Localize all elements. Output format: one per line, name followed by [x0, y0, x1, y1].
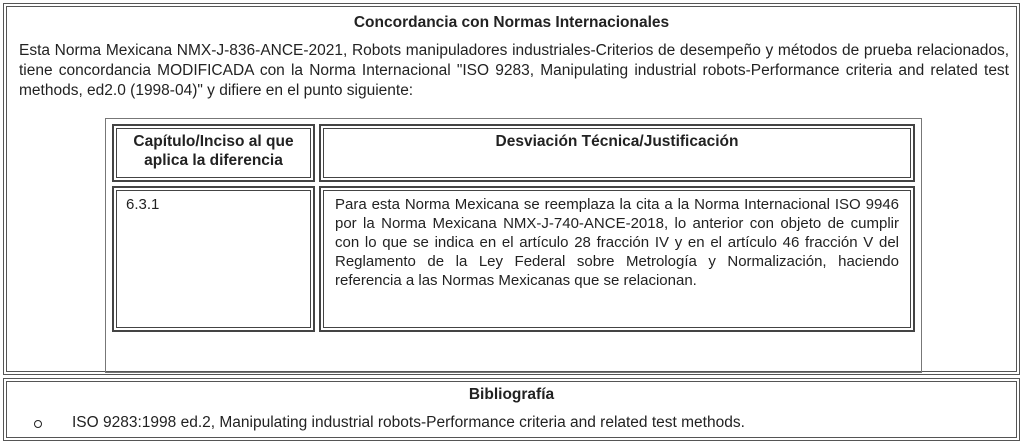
table-cell-deviation-text: Para esta Norma Mexicana se reemplaza la cita a la Norma Internacional ISO 9946 por la Norma Mexicana NMX-J-740-ANCE-2018, lo anterior con objeto de cumplir con lo que se indica en el artículo 28 fracción IV y en el artículo 46 fracción V del Reglamento de la Ley Federal sobre Metrología y Normalización, haciendo referencia a las Normas Mexicanas que se relacionan. — [335, 196, 899, 289]
bibliography-title: Bibliografía — [468, 386, 555, 403]
concordance-intro: Esta Norma Mexicana NMX-J-836-ANCE-2021, Robots manipuladores industriales-Criterios de desempeño y métodos de prueba relacionados, tiene concordancia MODIFICADA con la Norma Internacional "ISO 9283, Manipulating industrial robots-Performance criteria and related test methods, ed2.0 (1998-04)" y difiere en el punto siguiente: — [19, 42, 1009, 99]
bibliography-item-text: ISO 9283:1998 ed.2, Manipulating industrial robots-Performance criteria and related test methods. — [72, 414, 745, 431]
bibliography-section — [3, 378, 1020, 441]
bibliography-list — [34, 413, 745, 433]
table-header-deviation-label: Desviación Técnica/Justificación — [495, 133, 739, 150]
table-header-clause-label: Capítulo/Inciso al que aplica la diferencia — [133, 133, 294, 169]
table-cell-clause-text: 6.3.1 — [126, 196, 160, 213]
table-cell-clause — [112, 186, 315, 332]
list-item — [34, 413, 745, 433]
concordance-section — [3, 3, 1020, 375]
table-cell-deviation — [319, 186, 915, 332]
circle-bullet-icon — [34, 420, 42, 428]
concordance-title: Concordancia con Normas Internacionales — [353, 14, 670, 31]
table-header-clause — [112, 124, 315, 182]
deviation-table — [105, 118, 922, 373]
table-header-deviation — [319, 124, 915, 182]
